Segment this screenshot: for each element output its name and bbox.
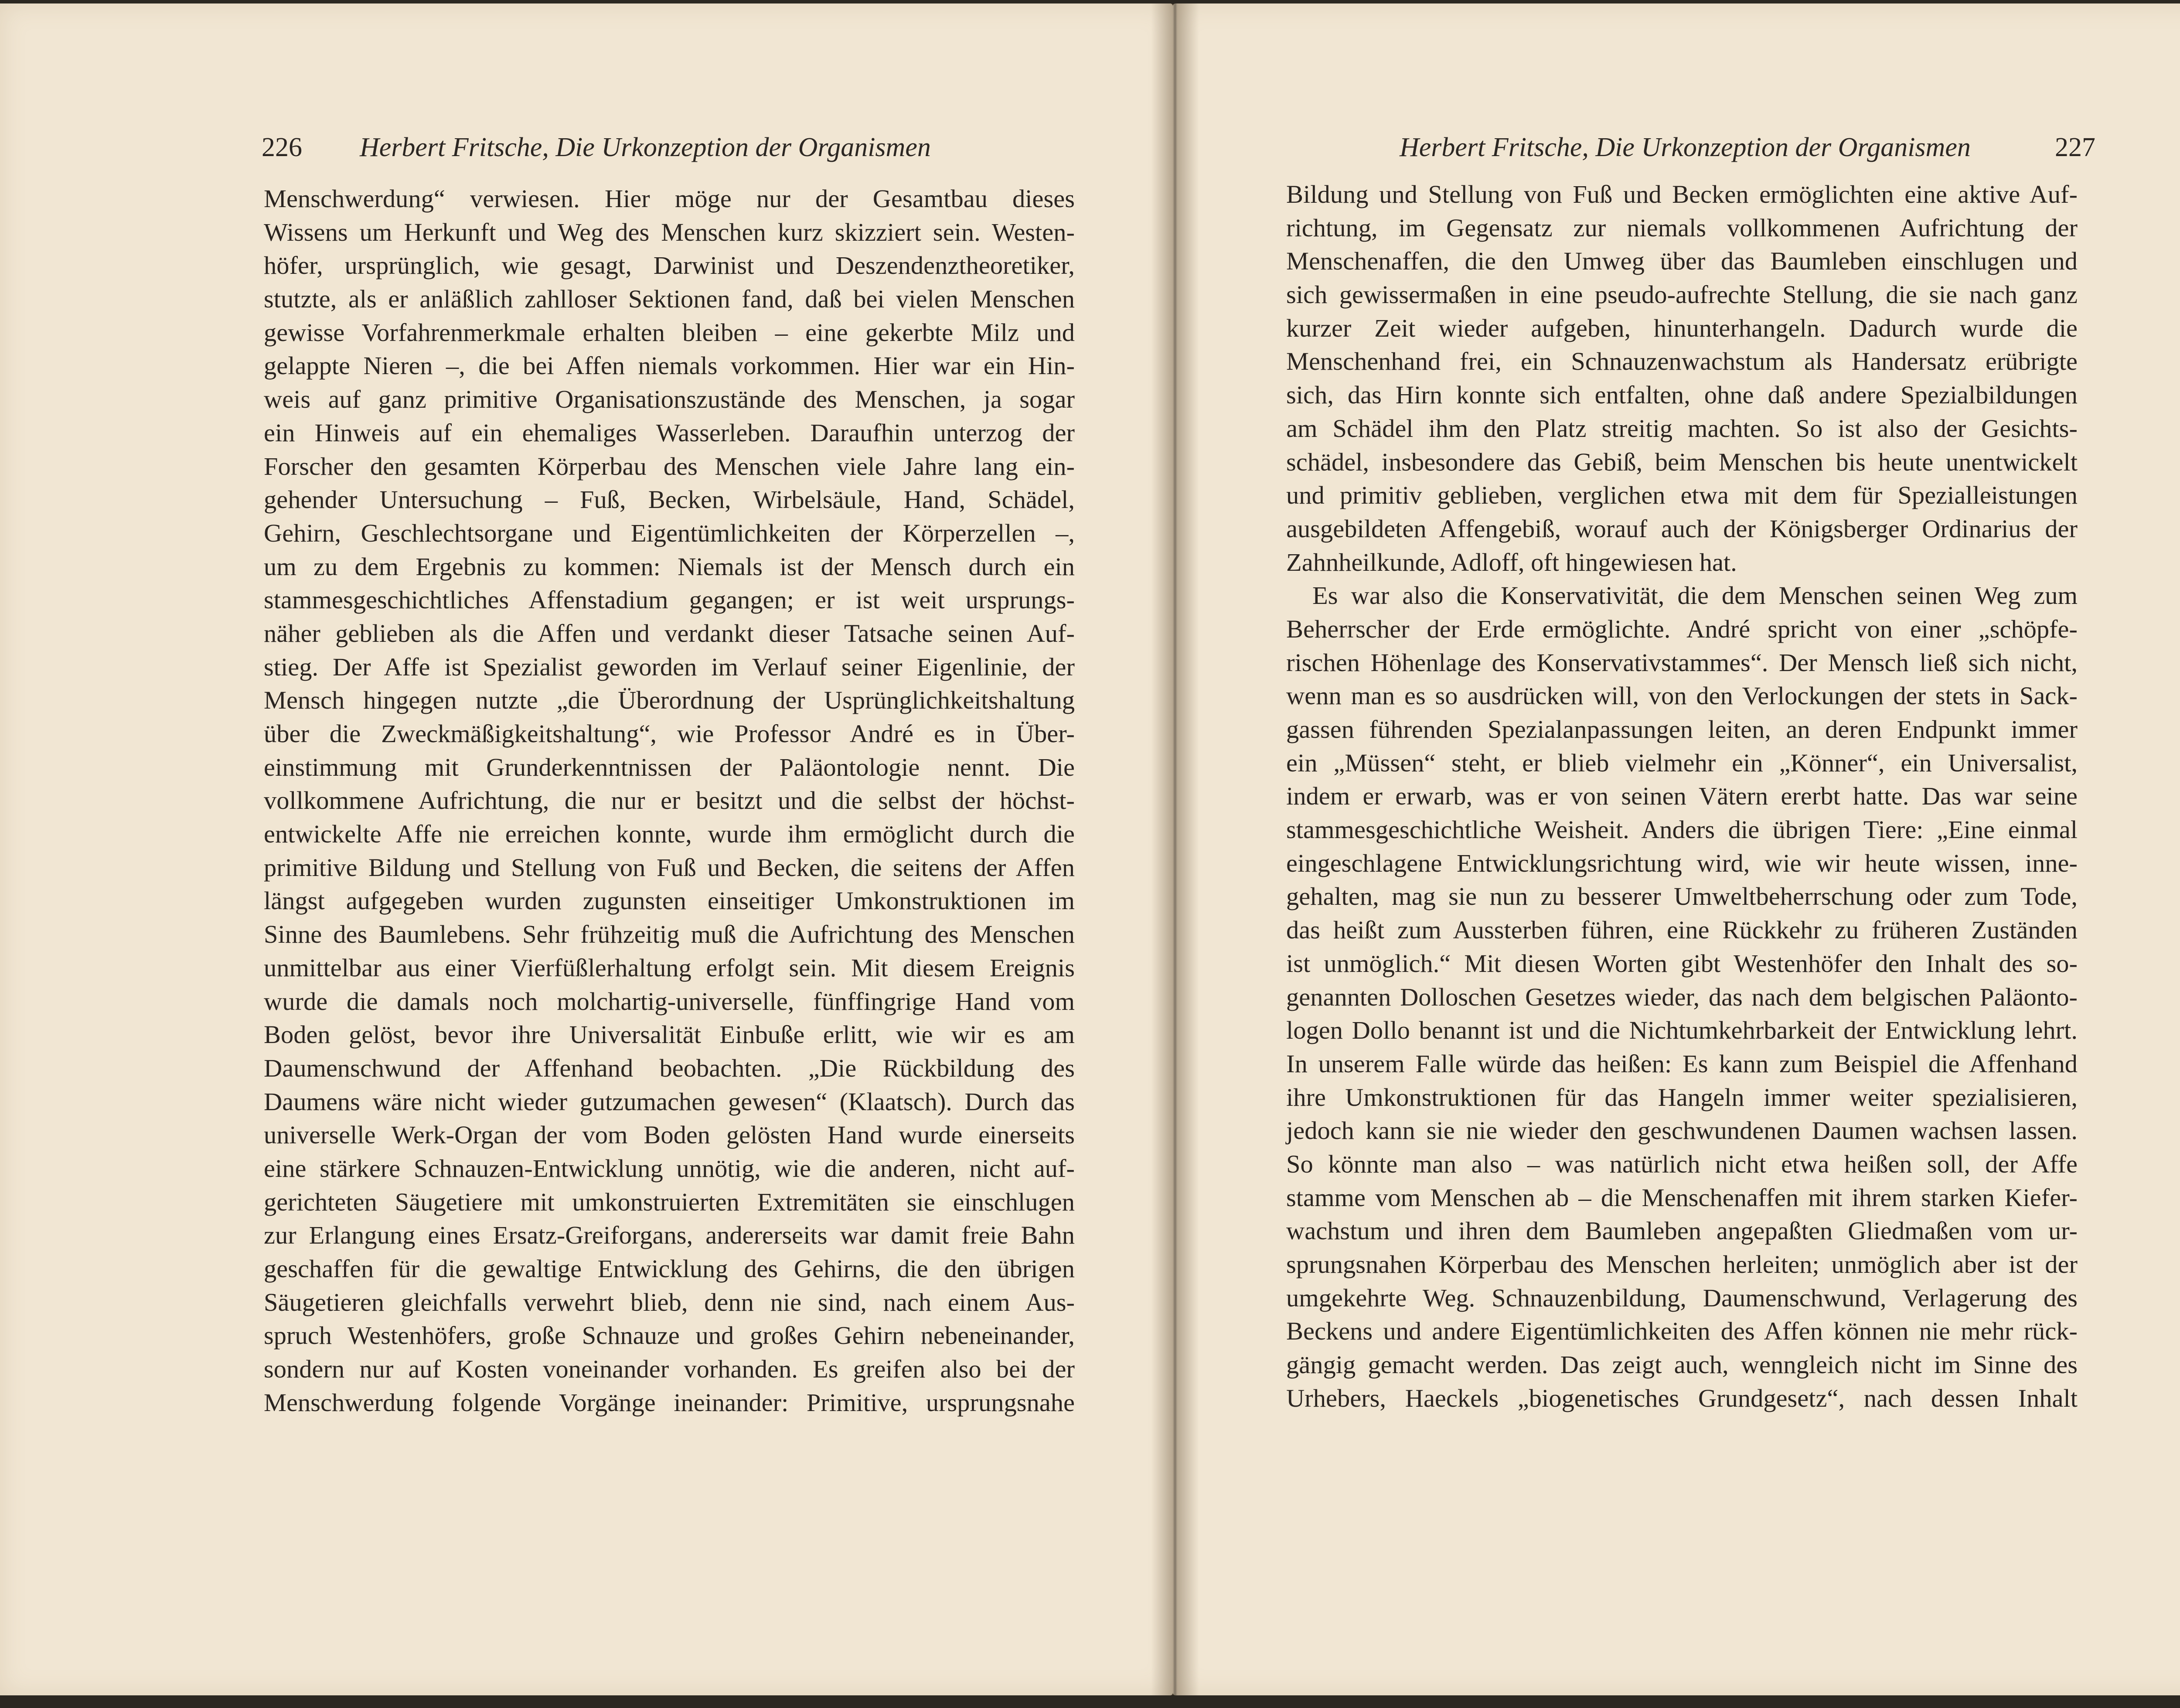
text-line: Gehirn, Geschlechtsorgane und Eigentümlichkeiten der Körperzellen –, [264, 518, 1075, 547]
text-line: ausgebildeten Affengebiß, worauf auch der Königsberger Ordinarius der [1286, 514, 2078, 543]
text-line: ein Hinweis auf ein ehemaliges Wasserleben. Daraufhin unterzog der [264, 418, 1075, 447]
text-line: weis auf ganz primitive Organisationszustände des Menschen, ja sogar [264, 385, 1075, 414]
text-line: Menschwerdung“ verwiesen. Hier möge nur der Gesamtbau dieses [264, 184, 1075, 213]
left-page-body [264, 182, 1075, 1419]
text-line: umgekehrte Weg. Schnauzenbildung, Daumenschwund, Verlagerung des [1286, 1283, 2078, 1312]
text-line: In unserem Falle würde das heißen: Es kann zum Beispiel die Affenhand [1286, 1049, 2078, 1078]
left-running-title: Herbert Fritsche, Die Urkonzeption der Organismen [360, 133, 931, 162]
text-line: Menschenhand frei, ein Schnauzenwachstum als Handersatz erübrigte [1286, 347, 2078, 376]
text-line: sprungsnahen Körperbau des Menschen herleiten; unmöglich aber ist der [1286, 1250, 2078, 1278]
right-running-title: Herbert Fritsche, Die Urkonzeption der Organismen [1400, 133, 1971, 162]
right-page-header [1400, 128, 2180, 167]
text-line: eingeschlagene Entwicklungsrichtung wird, wie wir heute wissen, inne- [1286, 849, 2078, 877]
right-page-body [1286, 178, 2078, 1415]
text-line: stutzte, als er anläßlich zahlloser Sektionen fand, daß bei vielen Menschen [264, 285, 1075, 314]
text-line: Wissens um Herkunft und Weg des Menschen kurz skizziert sein. Westen- [264, 218, 1075, 246]
text-line: gerichteten Säugetiere mit umkonstruierten Extremitäten sie einschlugen [264, 1187, 1075, 1216]
text-line: und primitiv geblieben, verglichen etwa mit dem für Spezialleistungen [1286, 481, 2078, 510]
text-line: logen Dollo benannt ist und die Nichtumkehrbarkeit der Entwicklung lehrt. [1286, 1016, 2078, 1045]
text-line: am Schädel ihm den Platz streitig machten. So ist also der Gesichts- [1286, 414, 2078, 443]
text-line: stieg. Der Affe ist Spezialist geworden im Verlauf seiner Eigenlinie, der [264, 652, 1075, 681]
text-line: schädel, insbesondere das Gebiß, beim Menschen bis heute unentwickelt [1286, 447, 2078, 476]
text-line: eine stärkere Schnauzen-Entwicklung unnötig, wie die anderen, nicht auf- [264, 1154, 1075, 1183]
right-page [1173, 3, 2180, 1695]
text-line: Mensch hingegen nutzte „die Überordnung der Usprünglichkeitshaltung [264, 686, 1075, 715]
text-line: sich gewissermaßen in eine pseudo-aufrechte Stellung, die sie nach ganz [1286, 280, 2078, 309]
text-line: über die Zweckmäßigkeitshaltung“, wie Professor André es in Über- [264, 719, 1075, 748]
text-line: gassen führenden Spezialanpassungen leiten, an deren Endpunkt immer [1286, 715, 2078, 743]
text-line: Urhebers, Haeckels „biogenetisches Grundgesetz“, nach dessen Inhalt [1286, 1384, 2078, 1412]
text-line: ihre Umkonstruktionen für das Hangeln immer weiter spezialisieren, [1286, 1083, 2078, 1111]
text-line: vollkommene Aufrichtung, die nur er besitzt und die selbst der höchst- [264, 786, 1075, 815]
left-page-number: 226 [262, 133, 302, 162]
text-line: Menschenaffen, die den Umweg über das Baumleben einschlugen und [1286, 247, 2078, 276]
text-line: rischen Höhenlage des Konservativstammes“. Der Mensch ließ sich nicht, [1286, 648, 2078, 677]
left-page-header [262, 128, 1073, 167]
text-line: Beckens und andere Eigentümlichkeiten des Affen können nie mehr rück- [1286, 1317, 2078, 1346]
text-line: Zahnheilkunde, Adloff, oft hingewiesen hat. [1286, 548, 1737, 576]
text-line: spruch Westenhöfers, große Schnauze und großes Gehirn nebeneinander, [264, 1321, 1075, 1350]
text-line: primitive Bildung und Stellung von Fuß und Becken, die seitens der Affen [264, 853, 1075, 882]
text-line: Boden gelöst, bevor ihre Universalität Einbuße erlitt, wie wir es am [264, 1020, 1075, 1049]
text-line: Daumens wäre nicht wieder gutzumachen gewesen“ (Klaatsch). Durch das [264, 1087, 1075, 1116]
text-line: Menschwerdung folgende Vorgänge ineinander: Primitive, ursprungsnahe [264, 1388, 1075, 1417]
text-line: unmittelbar aus einer Vierfüßlerhaltung erfolgt sein. Mit diesem Ereignis [264, 953, 1075, 982]
text-line: stamme vom Menschen ab – die Menschenaffen mit ihrem starken Kiefer- [1286, 1183, 2078, 1212]
text-line: Säugetieren gleichfalls verwehrt blieb, denn nie sind, nach einem Aus- [264, 1288, 1075, 1316]
text-line: wachstum und ihren dem Baumleben angepaßten Gliedmaßen vom ur- [1286, 1217, 2078, 1245]
text-line: genannten Dolloschen Gesetzes wieder, das nach dem belgischen Paläonto- [1286, 982, 2078, 1011]
text-line: universelle Werk-Organ der vom Boden gelösten Hand wurde einerseits [264, 1121, 1075, 1149]
text-line: einstimmung mit Grunderkenntnissen der Paläontologie nennt. Die [264, 753, 1075, 781]
text-line: richtung, im Gegensatz zur niemals vollkommenen Aufrichtung der [1286, 213, 2078, 242]
right-page-number: 227 [2055, 133, 2095, 162]
text-line: Es war also die Konservativität, die dem Menschen seinen Weg zum [1312, 581, 2078, 610]
text-line: gehalten, mag sie nun zu besserer Umweltbeherrschung oder zum Tode, [1286, 882, 2078, 911]
text-line: ein „Müssen“ steht, er blieb vielmehr ein „Könner“, ein Universalist, [1286, 748, 2078, 777]
text-line: jedoch kann sie nie wieder den geschwundenen Daumen wachsen lassen. [1286, 1116, 2078, 1145]
text-line: das heißt zum Aussterben führen, eine Rückkehr zu früheren Zuständen [1286, 916, 2078, 944]
text-line: Daumenschwund der Affenhand beobachten. „Die Rückbildung des [264, 1053, 1075, 1082]
text-line: Forscher den gesamten Körperbau des Menschen viele Jahre lang ein- [264, 452, 1075, 481]
text-line: wenn man es so ausdrücken will, von den Verlockungen der stets in Sack- [1286, 682, 2078, 710]
text-line: gelappte Nieren –, die bei Affen niemals vorkommen. Hier war ein Hin- [264, 351, 1075, 380]
text-line: indem er erwarb, was er von seinen Vätern ererbt hatte. Das war seine [1286, 782, 2078, 811]
left-page [0, 3, 1173, 1695]
text-line: ist unmöglich.“ Mit diesen Worten gibt Westenhöfer den Inhalt des so- [1286, 949, 2078, 978]
text-line: gewisse Vorfahrenmerkmale erhalten bleiben – eine gekerbte Milz und [264, 318, 1075, 347]
text-line: sich, das Hirn konnte sich entfalten, ohne daß andere Spezialbildungen [1286, 381, 2078, 409]
text-line: zur Erlangung eines Ersatz-Greiforgans, andererseits war damit freie Bahn [264, 1221, 1075, 1250]
text-line: So könnte man also – was natürlich nicht etwa heißen soll, der Affe [1286, 1149, 2078, 1178]
text-line: stammesgeschichtliches Affenstadium gegangen; er ist weit ursprungs- [264, 586, 1075, 614]
text-line: stammesgeschichtliche Weisheit. Anders die übrigen Tiere: „Eine einmal [1286, 815, 2078, 844]
text-line: Beherrscher der Erde ermöglichte. André spricht von einer „schöpfe- [1286, 614, 2078, 643]
text-line: gängig gemacht werden. Das zeigt auch, wenngleich nicht im Sinne des [1286, 1350, 2078, 1379]
text-line: längst aufgegeben wurden zugunsten einseitiger Umkonstruktionen im [264, 886, 1075, 915]
text-line: näher geblieben als die Affen und verdankt dieser Tatsache seinen Auf- [264, 619, 1075, 648]
text-line: kurzer Zeit wieder aufgeben, hinunterhangeln. Dadurch wurde die [1286, 314, 2078, 342]
text-line: höfer, ursprünglich, wie gesagt, Darwinist und Deszendenztheoretiker, [264, 251, 1075, 280]
text-line: entwickelte Affe nie erreichen konnte, wurde ihm ermöglicht durch die [264, 820, 1075, 849]
text-line: gehender Untersuchung – Fuß, Becken, Wirbelsäule, Hand, Schädel, [264, 485, 1075, 514]
text-line: Sinne des Baumlebens. Sehr frühzeitig muß die Aufrichtung des Menschen [264, 920, 1075, 949]
text-line: geschaffen für die gewaltige Entwicklung des Gehirns, die den übrigen [264, 1255, 1075, 1283]
text-line: wurde die damals noch molchartig-universelle, fünffingrige Hand vom [264, 987, 1075, 1016]
text-line: um zu dem Ergebnis zu kommen: Niemals ist der Mensch durch ein [264, 552, 1075, 581]
book-gutter [1151, 3, 1199, 1695]
text-line: Bildung und Stellung von Fuß und Becken ermöglichten eine aktive Auf- [1286, 180, 2078, 208]
text-line: sondern nur auf Kosten voneinander vorhanden. Es greifen also bei der [264, 1355, 1075, 1384]
